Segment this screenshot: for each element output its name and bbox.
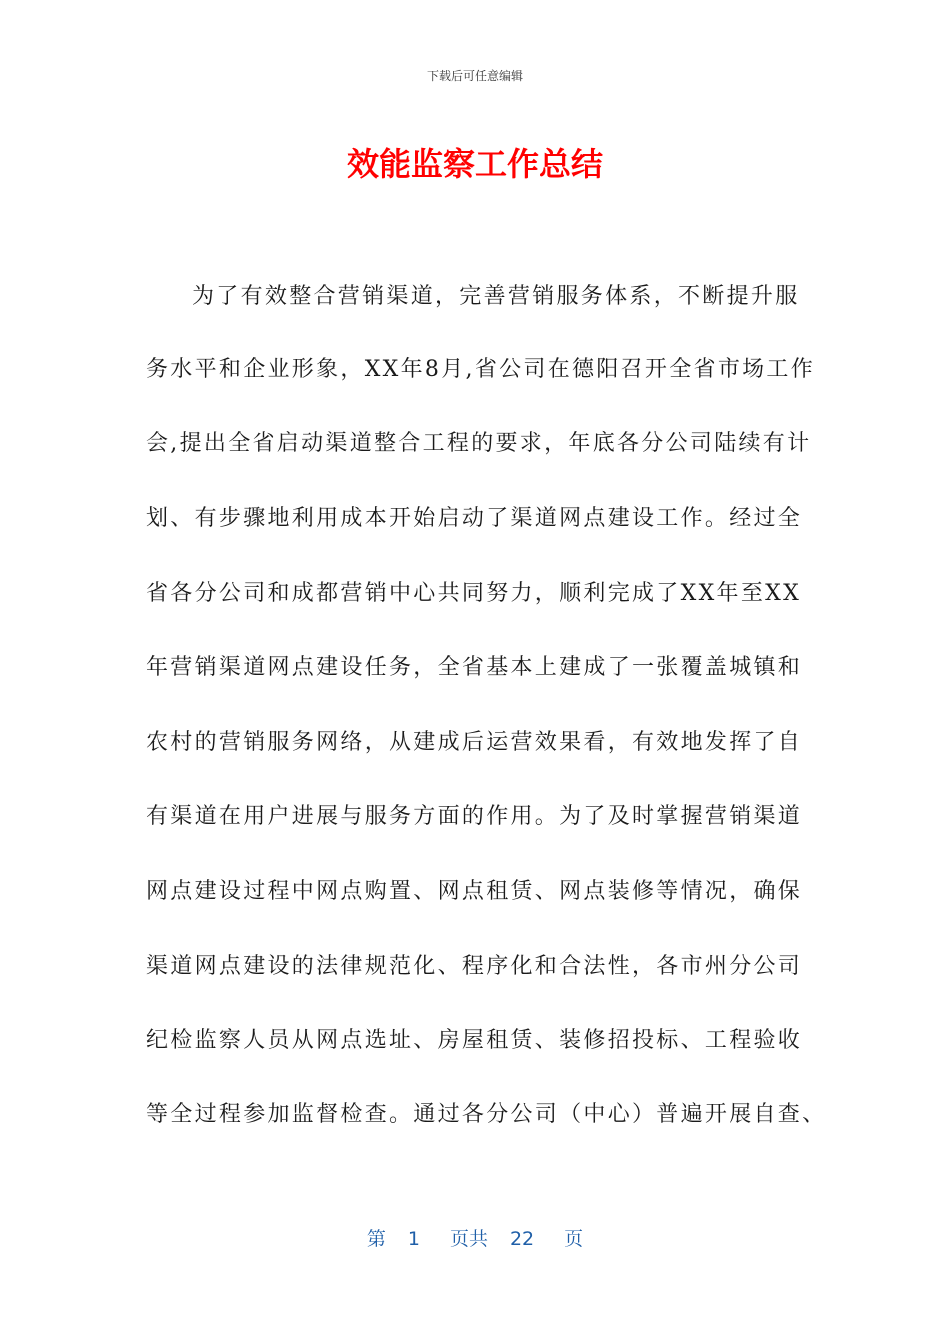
page-footer [0, 1226, 950, 1252]
current-page-number: 1 [407, 1228, 420, 1250]
paragraph-line: 年营销渠道网点建设任务，全省基本上建成了一张覆盖城镇和 [146, 655, 803, 680]
header-note: 下载后可任意编辑 [426, 69, 523, 83]
paragraph-line: 网点建设过程中网点购置、网点租赁、网点装修等情况，确保 [146, 879, 803, 904]
paragraph-line: 划、有步骤地利用成本开始启动了渠道网点建设工作。经过全 [146, 506, 803, 531]
paragraph-line: 为了有效整合营销渠道，完善营销服务体系，不断提升服 [192, 284, 800, 309]
paragraph-line: 农村的营销服务网络，从建成后运营效果看，有效地发挥了自 [146, 730, 803, 755]
footer-prefix: 第 [366, 1228, 386, 1250]
document-title: 效能监察工作总结 [346, 145, 603, 183]
paragraph-line: 有渠道在用户进展与服务方面的作用。为了及时掌握营销渠道 [146, 804, 803, 829]
paragraph-line: 纪检监察人员从网点选址、房屋租赁、装修招投标、工程验收 [146, 1028, 803, 1053]
paragraph-line: 务水平和企业形象，XX年8月,省公司在德阳召开全省市场工作 [146, 357, 816, 382]
paragraph-line: 等全过程参加监督检查。通过各分公司（中心）普遍开展自查、 [146, 1102, 827, 1127]
paragraph-line: 会,提出全省启动渠道整合工程的要求，年底各分公司陆续有计 [146, 431, 812, 456]
paragraph-line: 渠道网点建设的法律规范化、程序化和合法性，各市州分公司 [146, 954, 803, 979]
footer-middle: 页共 [449, 1228, 488, 1250]
footer-suffix: 页 [564, 1228, 584, 1250]
total-page-count: 22 [509, 1228, 535, 1250]
paragraph-line: 省各分公司和成都营销中心共同努力，顺利完成了XX年至XX [146, 581, 802, 606]
